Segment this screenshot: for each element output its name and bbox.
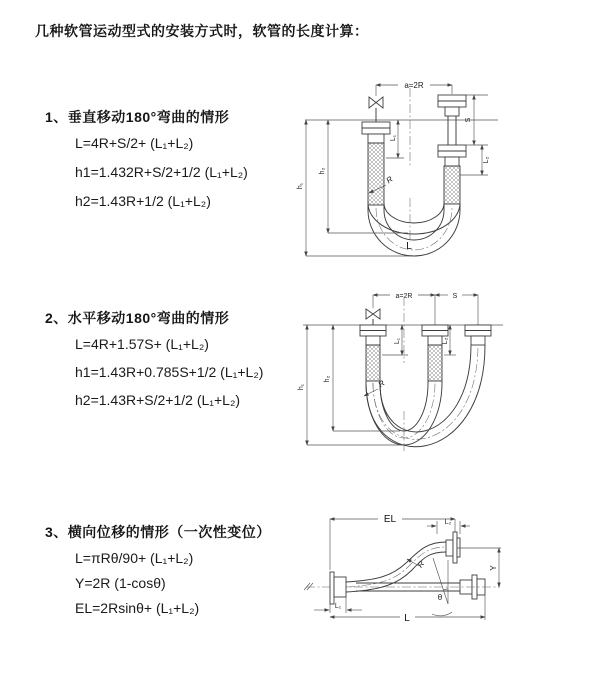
page-title: 几种软管运动型式的安装方式时，软管的长度计算： — [35, 23, 369, 39]
dim-a2r-label: a=2R — [404, 81, 424, 90]
dim-l-label: L — [404, 613, 410, 624]
section-1-formula-l: L=4R+S/2+ (L₁+L₂) — [75, 135, 194, 151]
section-1-formula-h1: h1=1.432R+S/2+1/2 (L₁+L₂) — [75, 164, 248, 180]
dim-l2-label: L₂ — [442, 337, 449, 345]
section-1-formula-h2: h2=1.43R+1/2 (L₁+L₂) — [75, 193, 211, 209]
dim-s-label: S — [465, 117, 472, 123]
dim-h2-label: h₂ — [319, 167, 326, 175]
diagram-horizontal-180-bend — [298, 283, 570, 468]
hose-u-bend-curves — [366, 345, 485, 447]
diagram-vertical-180-bend — [298, 68, 570, 260]
section-2-formula-h2: h2=1.43R+S/2+1/2 (L₁+L₂) — [75, 392, 241, 408]
right-pipe-fitting — [438, 95, 466, 210]
section-3-formula-l: L=πRθ/90+ (L₁+L₂) — [75, 550, 194, 566]
dim-s — [435, 293, 478, 300]
section-2-formula-l: L=4R+1.57S+ (L₁+L₂) — [75, 336, 209, 352]
left-flange-fitting — [330, 572, 346, 604]
dim-y-label: Y — [489, 565, 498, 571]
valve-icon — [369, 97, 383, 122]
dim-l — [330, 595, 485, 624]
dim-a2r — [376, 81, 452, 96]
section-2-formula-h1: h1=1.43R+0.785S+1/2 (L₁+L₂) — [75, 364, 264, 380]
section-3-heading: 3、横向位移的情形（一次性变位） — [45, 524, 271, 540]
diagram-lateral-displacement — [300, 500, 512, 655]
dim-a2r-label: a=2R — [395, 293, 413, 300]
dim-l2-label: L₂ — [444, 519, 452, 526]
section-1-heading: 1、垂直移动180°弯曲的情形 — [45, 109, 230, 125]
left-connector — [360, 325, 386, 383]
radius-leader — [407, 559, 427, 569]
dim-h1 — [298, 325, 402, 445]
braided-hose-section — [366, 345, 380, 381]
length-label: L — [406, 241, 412, 252]
radius-label: R — [384, 174, 395, 186]
dim-l1 — [314, 597, 362, 613]
dim-l1-label: L₁ — [334, 603, 342, 610]
dim-l1-label: L₁ — [390, 134, 397, 142]
break-mark — [304, 583, 313, 590]
angle-label: θ — [437, 593, 443, 602]
radius-label: R — [376, 378, 387, 390]
dim-l2 — [427, 519, 470, 534]
s-curve-hose — [346, 542, 446, 592]
dim-l1-label: L₁ — [394, 337, 401, 345]
upper-flange-fitting — [446, 532, 460, 563]
dim-l2-label: L₂ — [483, 156, 490, 164]
dim-s-label: S — [452, 293, 458, 300]
section-2-heading: 2、水平移动180°弯曲的情形 — [45, 310, 230, 326]
left-pipe-fitting — [362, 122, 390, 210]
braided-hose-section — [368, 143, 384, 205]
braided-hose-section — [428, 345, 442, 381]
section-3-formula-y: Y=2R (1-cosθ) — [75, 575, 166, 591]
dim-h2 — [324, 325, 400, 431]
dim-el-label: EL — [383, 514, 397, 525]
right-connector — [465, 325, 491, 345]
dim-h1-label: h₁ — [298, 383, 305, 391]
dim-h2-label: h₂ — [324, 375, 331, 383]
dim-el — [330, 514, 455, 570]
valve-icon — [366, 309, 380, 325]
dim-l2 — [482, 145, 490, 175]
hose-u-bend-curves — [368, 203, 460, 256]
middle-connector — [422, 325, 448, 383]
dim-h1-label: h₁ — [297, 182, 304, 190]
section-3-formula-el: EL=2Rsinθ+ (L₁+L₂) — [75, 600, 200, 616]
radius-label: R — [415, 559, 427, 570]
braided-hose-section — [444, 166, 460, 204]
